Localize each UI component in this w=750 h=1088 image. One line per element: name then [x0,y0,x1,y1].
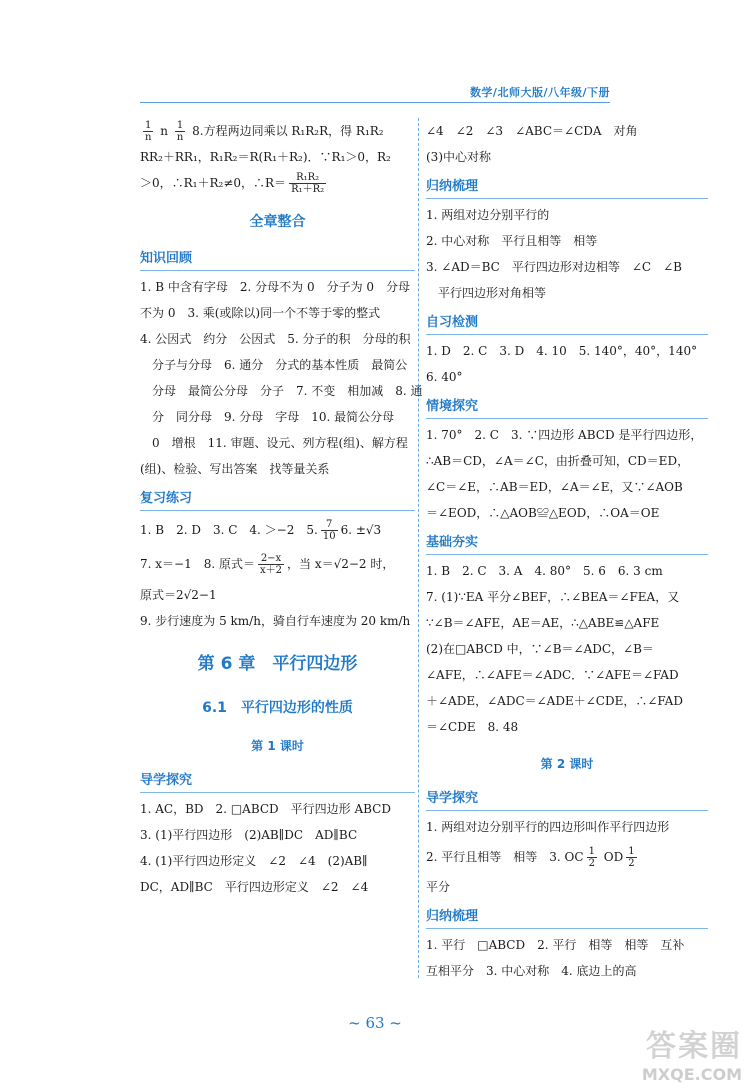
guide-explore-list [140,796,415,900]
fraction: $\frac{1}{2}$ [628,846,635,869]
text-line: 1. 两组对边分别平行的四边形叫作平行四边形 [426,820,670,834]
text-line: 2. 平行且相等 相等 3. OC $\frac{1}{2}$ OD $\frac{1}{2}$ [426,846,635,869]
chapter-6-title: 第 6 章 平行四边形 [197,654,358,674]
watermark-logo: 答案圈 MXQE.COM [641,1029,742,1084]
section-heading-guide-explore-2: 导学探究 [426,786,708,814]
section-heading-guide-explore: 导学探究 [140,768,415,796]
section-heading-scenario: 情境探究 [426,394,708,422]
section-heading-summary-2: 归纳梳理 [426,904,708,932]
section-heading-summary: 归纳梳理 [426,174,708,202]
text-line: RR₂＋RR₁，R₁R₂＝R(R₁＋R₂)．∵R₁＞0，R₂ [140,150,391,164]
text-line: 平分 [426,880,451,894]
scenario-list [426,422,708,526]
fraction: $\frac{1}{2}$ [588,846,595,869]
fraction: $\frac{1}{n}$ [145,120,152,143]
lesson-1-title: 第 1 课时 [251,739,304,753]
knowledge-review-list [140,274,423,482]
text-line: ＝∠EOD，∴△AOB≌△EOD，∴OA＝OE [426,506,660,520]
text-line: 分 同分母 9. 分母 字母 10. 最简公分母 [140,410,395,424]
text-line: ∴AB＝CD，∠A＝∠C，由折叠可知，CD＝ED， [426,454,690,468]
text-line: 1. D 2. C 3. D 4. 10 5. 140°，40°，140° [426,344,698,358]
fraction: $\frac{2-x}{x+2}$ [260,553,283,576]
page-number: ~ 63 ~ [348,1014,402,1032]
fraction: $\frac{1}{n}$ [176,120,184,143]
text-line: ∠C＝∠E，∴AB＝ED，∠A＝∠E，又∵∠AOB [426,480,683,494]
text-line: 不为 0 3. 乘(或除以)同一个不等于零的整式 [140,306,381,320]
right-column [426,118,708,984]
left-top-line: $\frac{1}{n}$ n $\frac{1}{n}$ 8.方程两边同乘以 R₁R₂R，得 R₁R₂ [145,120,384,143]
section-heading-knowledge-review: 知识回顾 [140,246,415,274]
summary-2-list [426,932,708,984]
text-line: 1. 70° 2. C 3. ∵四边形 ABCD 是平行四边形， [426,428,703,442]
text-line: 7. (1)∵EA 平分∠BEF，∴∠BEA＝∠FEA，又 [426,590,680,604]
text-line: 1. 平行 □ABCD 2. 平行 相等 相等 互补 [426,938,685,952]
text-line: 分子与分母 6. 通分 分式的基本性质 最简公 [140,358,408,372]
section-heading-review-practice: 复习练习 [140,486,415,514]
text-line: 0 增根 11. 审题、设元、列方程(组)、解方程 [140,436,408,450]
page-header: 数学/北师大版/八年级/下册 [469,86,610,99]
text-line: 9. 步行速度为 5 km/h，骑自行车速度为 20 km/h [140,614,411,628]
text-line: 4. (1)平行四边形定义 ∠2 ∠4 (2)AB∥ [140,854,368,868]
text-line: 平行四边形对角相等 [426,286,547,300]
lesson-2-title: 第 2 课时 [540,757,594,771]
text-line: 原式＝2√2−1 [140,588,217,602]
chapter-summary-title: 全章整合 [249,214,306,230]
column-divider [418,118,419,978]
text-line: ∵∠B＝∠AFE，AE＝AE，∴△ABE≌△AFE [426,616,660,630]
text-line: ＝∠CDE 8. 48 [426,720,519,734]
text-line: 1. B 中含有字母 2. 分母不为 0 分子为 0 分母 [140,280,411,294]
right-top-list [426,118,708,170]
section-heading-basic: 基础夯实 [426,530,708,558]
text-line: (3)中心对称 [426,150,491,164]
text-line: ＋∠ADE，∠ADC＝∠ADE＋∠CDE，∴∠FAD [426,694,683,708]
text-line: 1. B 2. D 3. C 4. ＞−2 5. $\frac{7}{10}$ 6. ±√3 [140,519,382,542]
text-line: 1. AC，BD 2. □ABCD 平行四边形 ABCD [140,802,391,816]
text-line: 6. 40° [426,370,463,384]
text-line: 4. 公因式 约分 公因式 5. 分子的积 分母的积 [140,332,411,346]
section-6-1-title: 6.1 平行四边形的性质 [202,700,353,716]
header-rule [140,102,610,103]
section-heading-self-test: 自习检测 [426,310,708,338]
text-line: ∠4 ∠2 ∠3 ∠ABC＝∠CDA 对角 [426,124,638,138]
text-line: 7. x＝−1 8. 原式＝ $\frac{2-x}{x+2}$ ，当 x＝√2−2 时， [140,553,395,576]
text-line: 分母 最简公分母 分子 7. 不变 相加减 8. 通 [140,384,423,398]
text-line: 2. 中心对称 平行且相等 相等 [426,234,598,248]
self-test-list [426,338,708,390]
text-line: DC，AD∥BC 平行四边形定义 ∠2 ∠4 [140,880,369,894]
basic-list [426,558,708,740]
summary-list [426,202,708,306]
text-line: ∠AFE，∴∠AFE＝∠ADC．∵∠AFE＝∠FAD [426,668,679,682]
text-line: 互相平分 3. 中心对称 4. 底边上的高 [426,964,637,978]
text-line: ＞0，∴R₁＋R₂≠0，∴R＝ $\frac{\text{R₁R₂}}{\text{R₁＋R₂}}$ [140,172,325,195]
fraction: $\frac{\text{R₁R₂}}{\text{R₁＋R₂}}$ [291,172,325,195]
text-line: 1. 两组对边分别平行的 [426,208,550,222]
text-line: 1. B 2. C 3. A 4. 80° 5. 6 6. 3 cm [426,564,663,578]
fraction: $\frac{7}{10}$ [322,519,336,542]
text-line: (2)在□ABCD 中，∵∠B＝∠ADC，∠B＝ [426,642,654,656]
left-column [140,118,423,900]
text-line: 3. (1)平行四边形 (2)AB∥DC AD∥BC [140,828,358,842]
text-line: (组)、检验、写出答案 找等量关系 [140,462,330,476]
text-line: 3. ∠AD＝BC 平行四边形对边相等 ∠C ∠B [426,260,682,274]
